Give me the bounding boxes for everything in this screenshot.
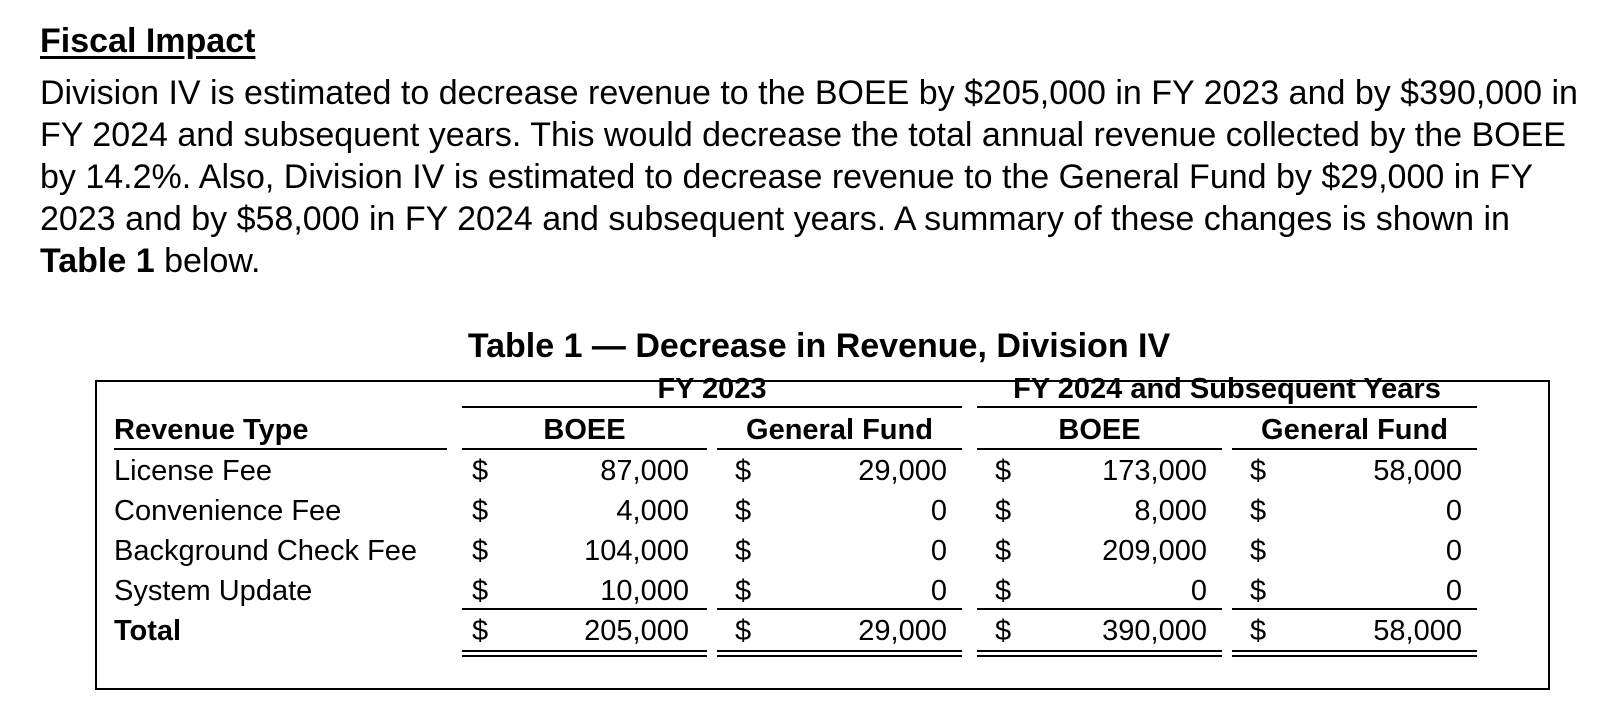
- cell-fy23-general-fund: 0: [930, 575, 947, 607]
- row-label: System Update: [114, 575, 313, 607]
- subtotal-rule: [717, 608, 962, 610]
- cell-fy23-boee: 4,000: [616, 495, 689, 527]
- currency-symbol: $: [1250, 615, 1267, 647]
- total-fy23-general-fund: 29,000: [858, 615, 947, 647]
- currency-symbol: $: [735, 455, 752, 487]
- total-fy24-boee: 390,000: [1102, 615, 1207, 647]
- revenue-table: [95, 373, 1550, 690]
- currency-symbol: $: [735, 575, 752, 607]
- cell-fy24-general-fund: 0: [1445, 535, 1462, 567]
- cell-fy24-general-fund: 0: [1445, 495, 1462, 527]
- table-reference: Table 1: [40, 242, 155, 280]
- row-label: Convenience Fee: [114, 495, 342, 527]
- total-label: Total: [114, 615, 182, 647]
- total-double-rule: [977, 650, 1222, 657]
- total-fy23-boee: 205,000: [584, 615, 689, 647]
- currency-symbol: $: [1250, 495, 1267, 527]
- column-header-rule: [717, 448, 962, 450]
- subtotal-rule: [1232, 608, 1477, 610]
- group-header-rule: [462, 406, 962, 408]
- currency-symbol: $: [472, 615, 489, 647]
- column-header-revenue-type: Revenue Type: [114, 414, 309, 446]
- currency-symbol: $: [472, 455, 489, 487]
- currency-symbol: $: [735, 535, 752, 567]
- cell-fy24-general-fund: 58,000: [1373, 455, 1462, 487]
- cell-fy23-boee: 87,000: [600, 455, 689, 487]
- currency-symbol: $: [472, 575, 489, 607]
- cell-fy23-general-fund: 0: [930, 535, 947, 567]
- column-header-fy24-boee: BOEE: [1058, 414, 1141, 446]
- group-header-rule: [977, 406, 1477, 408]
- currency-symbol: $: [1250, 455, 1267, 487]
- column-header-rule: [1232, 448, 1477, 450]
- currency-symbol: $: [735, 615, 752, 647]
- row-label: License Fee: [114, 455, 272, 487]
- total-double-rule: [462, 650, 707, 657]
- column-header-fy23-general-fund: General Fund: [746, 414, 933, 446]
- cell-fy24-boee: 209,000: [1102, 535, 1207, 567]
- total-fy24-general-fund: 58,000: [1373, 615, 1462, 647]
- group-header-fy2024: FY 2024 and Subsequent Years: [1013, 373, 1441, 405]
- paragraph-text: Division IV is estimated to decrease revenue to the BOEE by $205,000 in FY 2023 and by $390,000 in FY 2024 and subsequent years. This would decrease the total annual revenue collected by the BOEE by 14.2%. Also, Division IV is estimated to decrease revenue to the General Fund by $29,000 in FY 2023 and by $58,000 in FY 2024 and subsequent years. A summary of these changes is shown in: [40, 74, 1578, 238]
- cell-fy23-boee: 104,000: [584, 535, 689, 567]
- group-header-fy2023: FY 2023: [657, 373, 767, 405]
- currency-symbol: $: [995, 455, 1012, 487]
- currency-symbol: $: [995, 575, 1012, 607]
- cell-fy24-boee: 8,000: [1134, 495, 1207, 527]
- section-heading: Fiscal Impact: [40, 22, 256, 60]
- table-title: Table 1 — Decrease in Revenue, Division IV: [467, 327, 1171, 365]
- cell-fy23-general-fund: 0: [930, 495, 947, 527]
- column-header-rule: [114, 448, 447, 450]
- currency-symbol: $: [735, 495, 752, 527]
- currency-symbol: $: [995, 495, 1012, 527]
- cell-fy23-general-fund: 29,000: [858, 455, 947, 487]
- column-header-rule: [977, 448, 1222, 450]
- currency-symbol: $: [1250, 575, 1267, 607]
- column-header-fy24-general-fund: General Fund: [1261, 414, 1448, 446]
- cell-fy23-boee: 10,000: [600, 575, 689, 607]
- total-double-rule: [717, 650, 962, 657]
- cell-fy24-boee: 173,000: [1102, 455, 1207, 487]
- cell-fy24-general-fund: 0: [1445, 575, 1462, 607]
- subtotal-rule: [462, 608, 707, 610]
- cell-fy24-boee: 0: [1190, 575, 1207, 607]
- currency-symbol: $: [472, 535, 489, 567]
- row-label: Background Check Fee: [114, 535, 418, 567]
- fiscal-impact-paragraph: [40, 72, 1585, 282]
- currency-symbol: $: [995, 535, 1012, 567]
- currency-symbol: $: [995, 615, 1012, 647]
- subtotal-rule: [977, 608, 1222, 610]
- total-double-rule: [1232, 650, 1477, 657]
- column-header-rule: [462, 448, 707, 450]
- column-header-fy23-boee: BOEE: [543, 414, 626, 446]
- paragraph-text-end: below.: [154, 242, 261, 280]
- currency-symbol: $: [472, 495, 489, 527]
- currency-symbol: $: [1250, 535, 1267, 567]
